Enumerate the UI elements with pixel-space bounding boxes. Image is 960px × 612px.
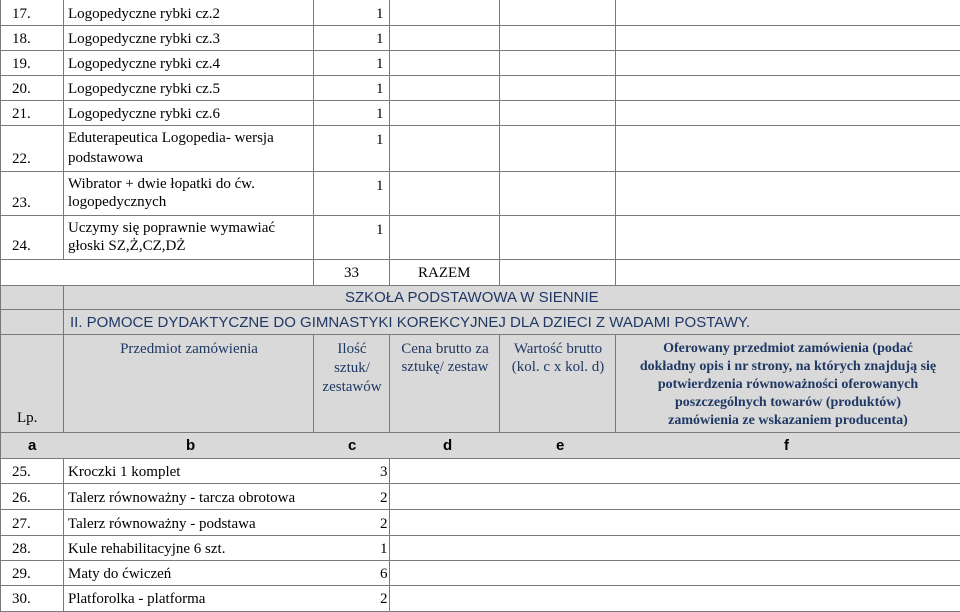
row-lp: 22. [12,151,31,167]
row-lp: 21. [12,106,31,122]
header-subject: Przedmiot zamówienia [120,341,258,357]
header-offer-line3: potwierdzenia równoważności oferowanych [657,377,919,392]
table-row [0,561,960,586]
column-header-row [0,335,960,433]
row-qty: 2 [380,591,388,607]
row-name: Logopedyczne rybki cz.3 [68,31,221,47]
row-lp: 29. [12,566,31,582]
table-row [0,484,960,510]
row-name-line2: logopedycznych [68,194,167,210]
row-name: Logopedyczne rybki cz.2 [68,6,221,22]
header-price-line2: sztukę/ zestaw [401,359,489,375]
row-lp: 17. [12,6,31,22]
row-lp: 28. [12,541,31,557]
row-name: Maty do ćwiczeń [68,566,172,582]
row-name: Logopedyczne rybki cz.6 [68,106,221,122]
row-name-line1: Eduterapeutica Logopedia- wersja [68,130,274,146]
total-row [0,260,960,286]
letter-a: a [28,437,37,454]
total-qty: 33 [344,265,359,281]
row-lp: 24. [12,238,31,254]
row-lp: 27. [12,516,31,532]
table-row [0,216,960,260]
header-offer-line1: Oferowany przedmiot zamówienia (podać [663,341,913,356]
table-row [0,510,960,536]
row-qty: 1 [376,222,384,238]
table-row [0,0,960,26]
row-qty: 1 [376,178,384,194]
header-qty-line3: zestawów [322,379,382,395]
header-offer-line2: dokładny opis i nr strony, na których znajdują się [639,359,937,374]
row-lp: 18. [12,31,31,47]
header-price-line1: Cena brutto za [401,341,489,357]
row-name: Logopedyczne rybki cz.4 [68,56,221,72]
row-name: Kule rehabilitacyjne 6 szt. [68,541,226,557]
section-title: II. POMOCE DYDAKTYCZNE DO GIMNASTYKI KOREKCYJNEJ DLA DZIECI Z WADAMI POSTAWY. [70,314,751,331]
table-row [0,76,960,101]
header-offer-line5: zamówienia ze wskazaniem producenta) [668,413,908,428]
row-lp: 20. [12,81,31,97]
header-qty-line1: Ilość [337,341,367,357]
header-value-line1: Wartość brutto [513,341,603,357]
table-row [0,51,960,76]
table-row [0,536,960,561]
header-qty-line2: sztuk/ [334,360,370,376]
header-value-line2: (kol. c x kol. d) [511,359,605,375]
row-name: Logopedyczne rybki cz.5 [68,81,221,97]
row-qty: 1 [376,106,384,122]
header-offer-line4: poszczególnych towarów (produktów) [674,395,902,410]
row-name-line1: Uczymy się poprawnie wymawiać [68,220,276,236]
table-row [0,126,960,172]
header-lp: Lp. [17,410,38,426]
letter-c: c [348,437,357,454]
row-qty: 1 [376,31,384,47]
row-lp: 25. [12,464,31,480]
row-lp: 26. [12,490,31,506]
row-qty: 1 [380,541,388,557]
section-title-row [0,310,960,335]
lp-divider [63,459,64,612]
letter-f: f [784,437,789,454]
column-letters-row [0,433,960,459]
row-lp: 30. [12,591,31,607]
row-qty: 6 [380,566,388,582]
row-lp: 19. [12,56,31,72]
school-name: SZKOŁA PODSTAWOWA W SIENNIE [345,289,599,306]
row-name: Talerz równoważny - tarcza obrotowa [68,490,296,506]
row-name-line2: głoski SZ,Ż,CZ,DŻ [68,238,186,254]
table-row [0,172,960,216]
table-row [0,101,960,126]
row-name: Kroczki 1 komplet [68,464,181,480]
row-name-line1: Wibrator + dwie łopatki do ćw. [68,176,255,192]
row-name: Talerz równoważny - podstawa [68,516,256,532]
row-qty: 1 [376,132,384,148]
row-qty: 3 [380,464,388,480]
row-name: Platforolka - platforma [68,591,206,607]
letter-d: d [443,437,453,454]
letter-b: b [186,437,196,454]
row-name-line2: podstawowa [68,150,143,166]
row-qty: 1 [376,56,384,72]
row-qty: 2 [380,490,388,506]
table-left-border [0,0,1,612]
row-qty: 1 [376,81,384,97]
row-qty: 2 [380,516,388,532]
letter-e: e [556,437,565,454]
total-label: RAZEM [418,265,471,281]
row-qty: 1 [376,6,384,22]
table-row [0,459,960,484]
row-lp: 23. [12,195,31,211]
table-row [0,586,960,612]
table-row [0,26,960,51]
school-banner [0,286,960,310]
